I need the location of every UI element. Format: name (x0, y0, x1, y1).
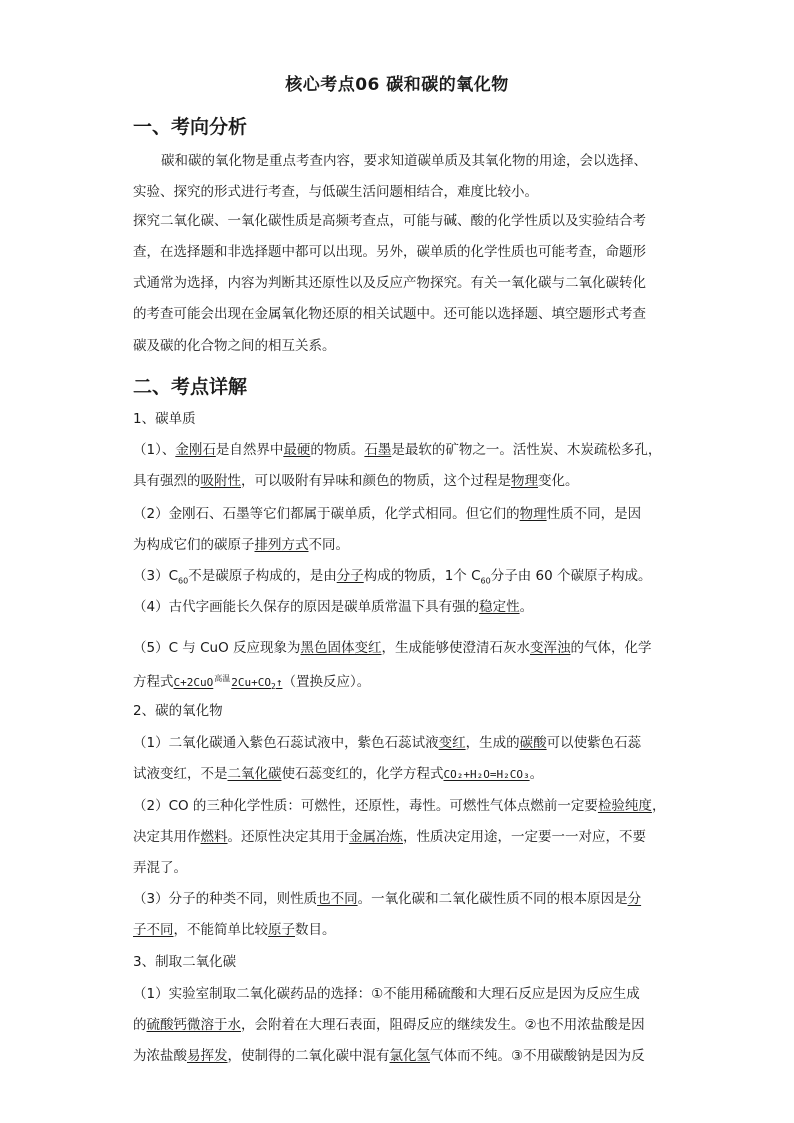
text: 。一氧化碳和二氧化碳性质不同的根本原因是 (357, 891, 628, 907)
text: 。 (519, 599, 534, 615)
answer-underline: 燃料 (200, 829, 228, 845)
paragraph-line (133, 796, 673, 816)
answer-underline: 物理 (519, 506, 547, 522)
answer-underline: 变红 (438, 735, 466, 751)
text: ，生成的 (465, 735, 520, 751)
answer-underline: 二氧化碳 (227, 766, 282, 782)
paragraph-line: 弄混了。 (133, 860, 187, 876)
text: 。 (529, 766, 544, 782)
answer-underline: 碳酸 (519, 735, 547, 751)
text: 不是碳原子构成的，是由 (188, 568, 337, 584)
paragraph-line (133, 827, 673, 847)
paragraph-line (133, 889, 673, 909)
answer-underline: 吸附性 (200, 473, 241, 489)
text: 试液变红，不是 (133, 766, 228, 782)
answer-underline: 金刚石 (175, 442, 216, 458)
text: 性质不同，是因 (546, 506, 642, 522)
text: ，会附着在大理石表面，阻碍反应的继续发生。②也不用浓盐酸是因 (241, 1017, 645, 1033)
answer-underline: 稳定性 (479, 599, 520, 615)
text: （3）C (133, 568, 179, 584)
paragraph-line (133, 566, 673, 592)
paragraph-line: 碳和碳的氧化物是重点考查内容，要求知道碳单质及其氧化物的用途，会以选择、 (161, 153, 647, 169)
text: ，可以吸附有异味和颜色的物质，这个过程是 (241, 473, 511, 489)
text: 可以使紫色石蕊 (546, 735, 642, 751)
section-heading-analysis: 一、考向分析 (133, 116, 248, 138)
text: 的气体，化学 (570, 640, 652, 656)
answer-underline: 分 (627, 891, 642, 907)
text: （1）二氧化碳通入紫色石蕊试液中，紫色石蕊试液 (133, 735, 439, 751)
text: 为构成它们的碳原子 (133, 537, 255, 553)
paragraph-line: 探究二氧化碳、一氧化碳性质是高频考查点，可能与碱、酸的化学性质以及实验结合考 (133, 213, 646, 229)
text: （3）分子的种类不同，则性质 (133, 891, 318, 907)
text: 具有强烈的 (133, 473, 201, 489)
paragraph-line: 式通常为选择，内容为判断其还原性以及反应产物探究。有关一氧化碳与二氧化碳转化 (133, 275, 646, 291)
gas-arrow: ↑ (275, 676, 283, 689)
paragraph-line (133, 669, 673, 697)
text: 气体而不纯。③不用碳酸钠是因为反 (430, 1048, 645, 1064)
text: （5）C 与 CuO 反应现象为 (133, 640, 301, 656)
paragraph-line: 查，在选择题和非选择题中都可以出现。另外，碳单质的化学性质也可能考查，命题形 (133, 244, 646, 260)
paragraph-line (133, 638, 673, 658)
paragraph-line (133, 440, 673, 460)
answer-underline: 子不同 (133, 922, 174, 938)
answer-underline: 分子 (336, 568, 364, 584)
subsection-title: 2、碳的氧化物 (133, 703, 223, 719)
text: 不同。 (308, 537, 349, 553)
text: （置换反应）。 (282, 674, 371, 690)
text: 的物质。 (310, 442, 365, 458)
text: 方程式 (133, 674, 174, 690)
paragraph-line (133, 535, 673, 555)
text: 是最软的矿物之一。活性炭、木炭疏松多孔， (391, 442, 662, 458)
text: 2Cu+CO (231, 676, 271, 689)
text: 的 (133, 1017, 147, 1033)
subscript: 2 (271, 682, 276, 692)
text: 是自然界中 (215, 442, 284, 458)
text: ，性质决定用途，一定要一一对应，不要 (403, 829, 646, 845)
text: 变化。 (538, 473, 579, 489)
text: 为浓盐酸 (133, 1048, 187, 1064)
answer-underline: 易挥发 (187, 1048, 228, 1064)
answer-underline: 硫酸钙微溶于水 (146, 1017, 241, 1033)
text: ，不能简单比较 (173, 922, 268, 938)
chemical-equation: CO₂+H₂O=H₂CO₃ (443, 768, 530, 781)
chemical-equation (173, 674, 283, 692)
paragraph-line: （1）实验室制取二氧化碳药品的选择：①不能用稀硫酸和大理石反应是因为反应生成 (133, 986, 640, 1002)
paragraph-line: 实验、探究的形式进行考查，与低碳生活问题相结合，难度比较小。 (133, 184, 538, 200)
section-heading-details: 二、考点详解 (133, 376, 248, 398)
text: ，生成能够使澄清石灰水 (381, 640, 530, 656)
text: （1）、 (133, 442, 176, 458)
subsection-title: 3、制取二氧化碳 (133, 954, 237, 970)
paragraph-line (133, 504, 673, 524)
subscript: 60 (178, 576, 189, 586)
subsection-title: 1、碳单质 (133, 411, 196, 427)
text: 。还原性决定其用于 (227, 829, 349, 845)
paragraph-line (133, 1015, 673, 1035)
paragraph-line: 碳及碳的化合物之间的相互关系。 (133, 338, 336, 354)
answer-underline: 最硬 (283, 442, 311, 458)
paragraph-line (133, 471, 673, 491)
answer-underline: 黑色固体变红 (300, 640, 382, 656)
answer-underline: 物理 (511, 473, 538, 489)
paragraph-line (133, 920, 673, 940)
text: ，使制得的二氧化碳中混有 (227, 1048, 390, 1064)
paragraph-line: 的考查可能会出现在金属氧化物还原的相关试题中。还可能以选择题、填空题形式考查 (133, 306, 646, 322)
answer-underline: 原子 (268, 922, 295, 938)
answer-underline: 石墨 (364, 442, 392, 458)
paragraph-line (133, 764, 673, 785)
answer-underline: 排列方式 (254, 537, 309, 553)
paragraph-line (133, 733, 673, 753)
text: （4）古代字画能长久保存的原因是碳单质常温下具有强的 (133, 599, 480, 615)
reaction-condition: 高温 (214, 674, 231, 683)
answer-underline: 氯化氢 (389, 1048, 430, 1064)
text: 构成的物质，1个 C (363, 568, 481, 584)
page-title: 核心考点06 碳和碳的氧化物 (285, 75, 509, 95)
answer-underline: 也不同 (317, 891, 358, 907)
text: 决定其用作 (133, 829, 201, 845)
text: 分子由 60 个碳原子构成。 (490, 568, 652, 584)
answer-underline: 金属冶炼 (349, 829, 403, 845)
text: （2）CO 的三种化学性质：可燃性，还原性，毒性。可燃性气体点燃前一定要 (133, 798, 598, 814)
paragraph-line (133, 597, 673, 617)
text: （2）金刚石、石墨等它们都属于碳单质，化学式相同。但它们的 (133, 506, 520, 522)
answer-underline: 检验纯度 (597, 798, 652, 814)
answer-underline: 变浑浊 (530, 640, 571, 656)
text: C+2CuO (173, 676, 214, 689)
text: 使石蕊变红的，化学方程式 (281, 766, 444, 782)
text: 数目。 (295, 922, 336, 938)
text: ， (651, 798, 666, 814)
subscript: 60 (480, 576, 491, 586)
paragraph-line (133, 1046, 673, 1066)
